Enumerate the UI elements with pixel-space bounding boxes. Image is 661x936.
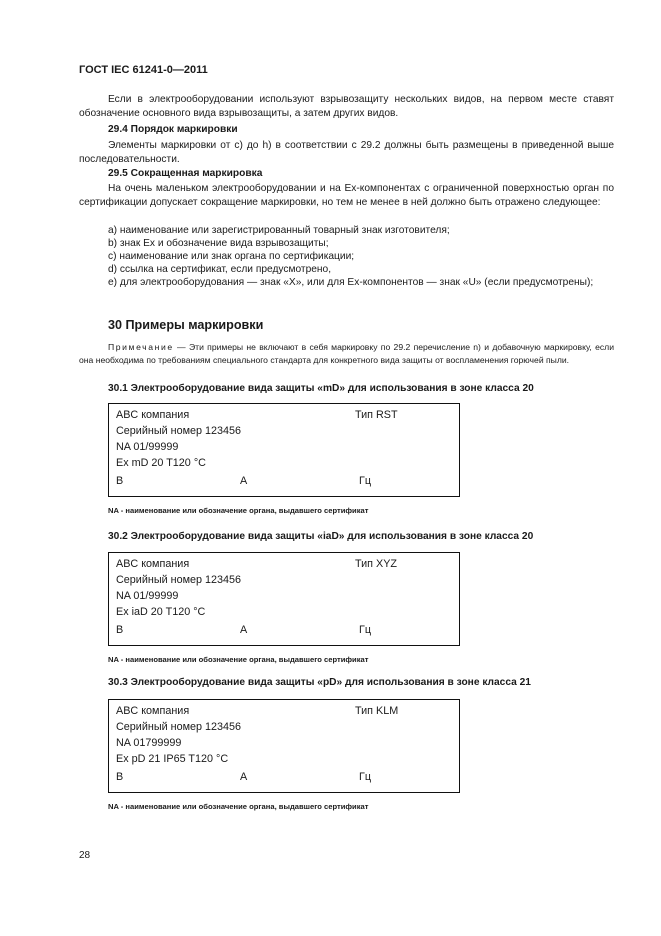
list-item-a: a) наименование или зарегистрированный товарный знак изготовителя; — [108, 225, 450, 236]
plate-company: ABC компания — [116, 409, 190, 421]
section-30-title: 30 Примеры маркировки — [108, 318, 264, 332]
plate-current: A — [240, 771, 248, 783]
example-30-3-title: 30.3 Электрооборудование вида защиты «pD» для использования в зоне класса 21 — [108, 677, 531, 688]
list-item-c: c) наименование или знак органа по сертификации; — [108, 251, 355, 262]
note-label: Примечание — [108, 342, 174, 352]
plate-serial: Серийный номер 123456 — [116, 574, 242, 586]
plate-current: A — [240, 475, 248, 487]
example-30-3-footnote: NA - наименование или обозначение органа, выдавшего сертификат — [108, 802, 369, 811]
example-30-2-footnote: NA - наименование или обозначение органа, выдавшего сертификат — [108, 655, 369, 664]
section-29-5-text: На очень маленьком электрооборудовании и на Ex-компонентах с ограниченной поверхностью орган по сертификации допускает сокращение маркировки, но тем не менее в ней должно быть отражено следующее: — [79, 183, 614, 208]
plate-company: ABC компания — [116, 558, 190, 570]
plate-frequency: Гц — [359, 624, 372, 636]
plate-ex-marking: Ex mD 20 T120 °C — [116, 457, 206, 469]
list-item-e: e) для электрооборудования — знак «X», или для Ex-компонентов — знак «U» (если предусмотрены); — [108, 277, 594, 288]
list-item-b: b) знак Ex и обозначение вида взрывозащиты; — [108, 238, 329, 249]
list-item-d: d) ссылка на сертификат, если предусмотрено, — [108, 264, 332, 275]
document-header: ГОСТ IEC 61241-0—2011 — [79, 64, 208, 76]
plate-serial: Серийный номер 123456 — [116, 721, 242, 733]
plate-ex-marking: Ex iaD 20 T120 °C — [116, 606, 206, 618]
plate-certificate: NA 01799999 — [116, 737, 182, 749]
section-30-note — [79, 341, 614, 367]
plate-company: ABC компания — [116, 705, 190, 717]
plate-serial: Серийный номер 123456 — [116, 425, 242, 437]
plate-certificate: NA 01/99999 — [116, 590, 179, 602]
plate-type: Тип KLM — [355, 705, 399, 717]
example-30-2-title: 30.2 Электрооборудование вида защиты «iaD» для использования в зоне класса 20 — [108, 531, 534, 542]
plate-ex-marking: Ex pD 21 IP65 T120 °C — [116, 753, 229, 765]
marking-plate — [108, 403, 460, 497]
page-number: 28 — [79, 850, 91, 861]
intro-paragraph: Если в электрооборудовании используют взрывозащиту нескольких видов, на первом месте ставят обозначение основного вида взрывозащиты, а затем других видов. — [79, 94, 614, 119]
section-29-4-text: Элементы маркировки от c) до h) в соответствии с 29.2 должны быть размещены в приведенной выше последовательности. — [79, 140, 614, 165]
plate-type: Тип XYZ — [355, 558, 397, 570]
plate-voltage: B — [116, 475, 124, 487]
example-30-1-footnote: NA - наименование или обозначение органа, выдавшего сертификат — [108, 506, 369, 515]
plate-voltage: B — [116, 624, 124, 636]
marking-plate — [108, 552, 460, 646]
plate-type: Тип RST — [355, 409, 398, 421]
plate-voltage: B — [116, 771, 124, 783]
plate-certificate: NA 01/99999 — [116, 441, 179, 453]
plate-current: A — [240, 624, 248, 636]
plate-frequency: Гц — [359, 771, 372, 783]
section-29-5-title: 29.5 Сокращенная маркировка — [108, 168, 263, 179]
section-29-4-title: 29.4 Порядок маркировки — [108, 124, 238, 135]
example-30-1-title: 30.1 Электрооборудование вида защиты «mD» для использования в зоне класса 20 — [108, 383, 534, 394]
note-text: — Эти примеры не включают в себя маркировку по 29.2 перечисление n) и добавочную маркировку, если она необходима по требованиям специального стандарта для конкретного вида защиты от воспламенения горючей пыли. — [79, 342, 614, 365]
marking-plate — [108, 699, 460, 793]
plate-frequency: Гц — [359, 475, 372, 487]
